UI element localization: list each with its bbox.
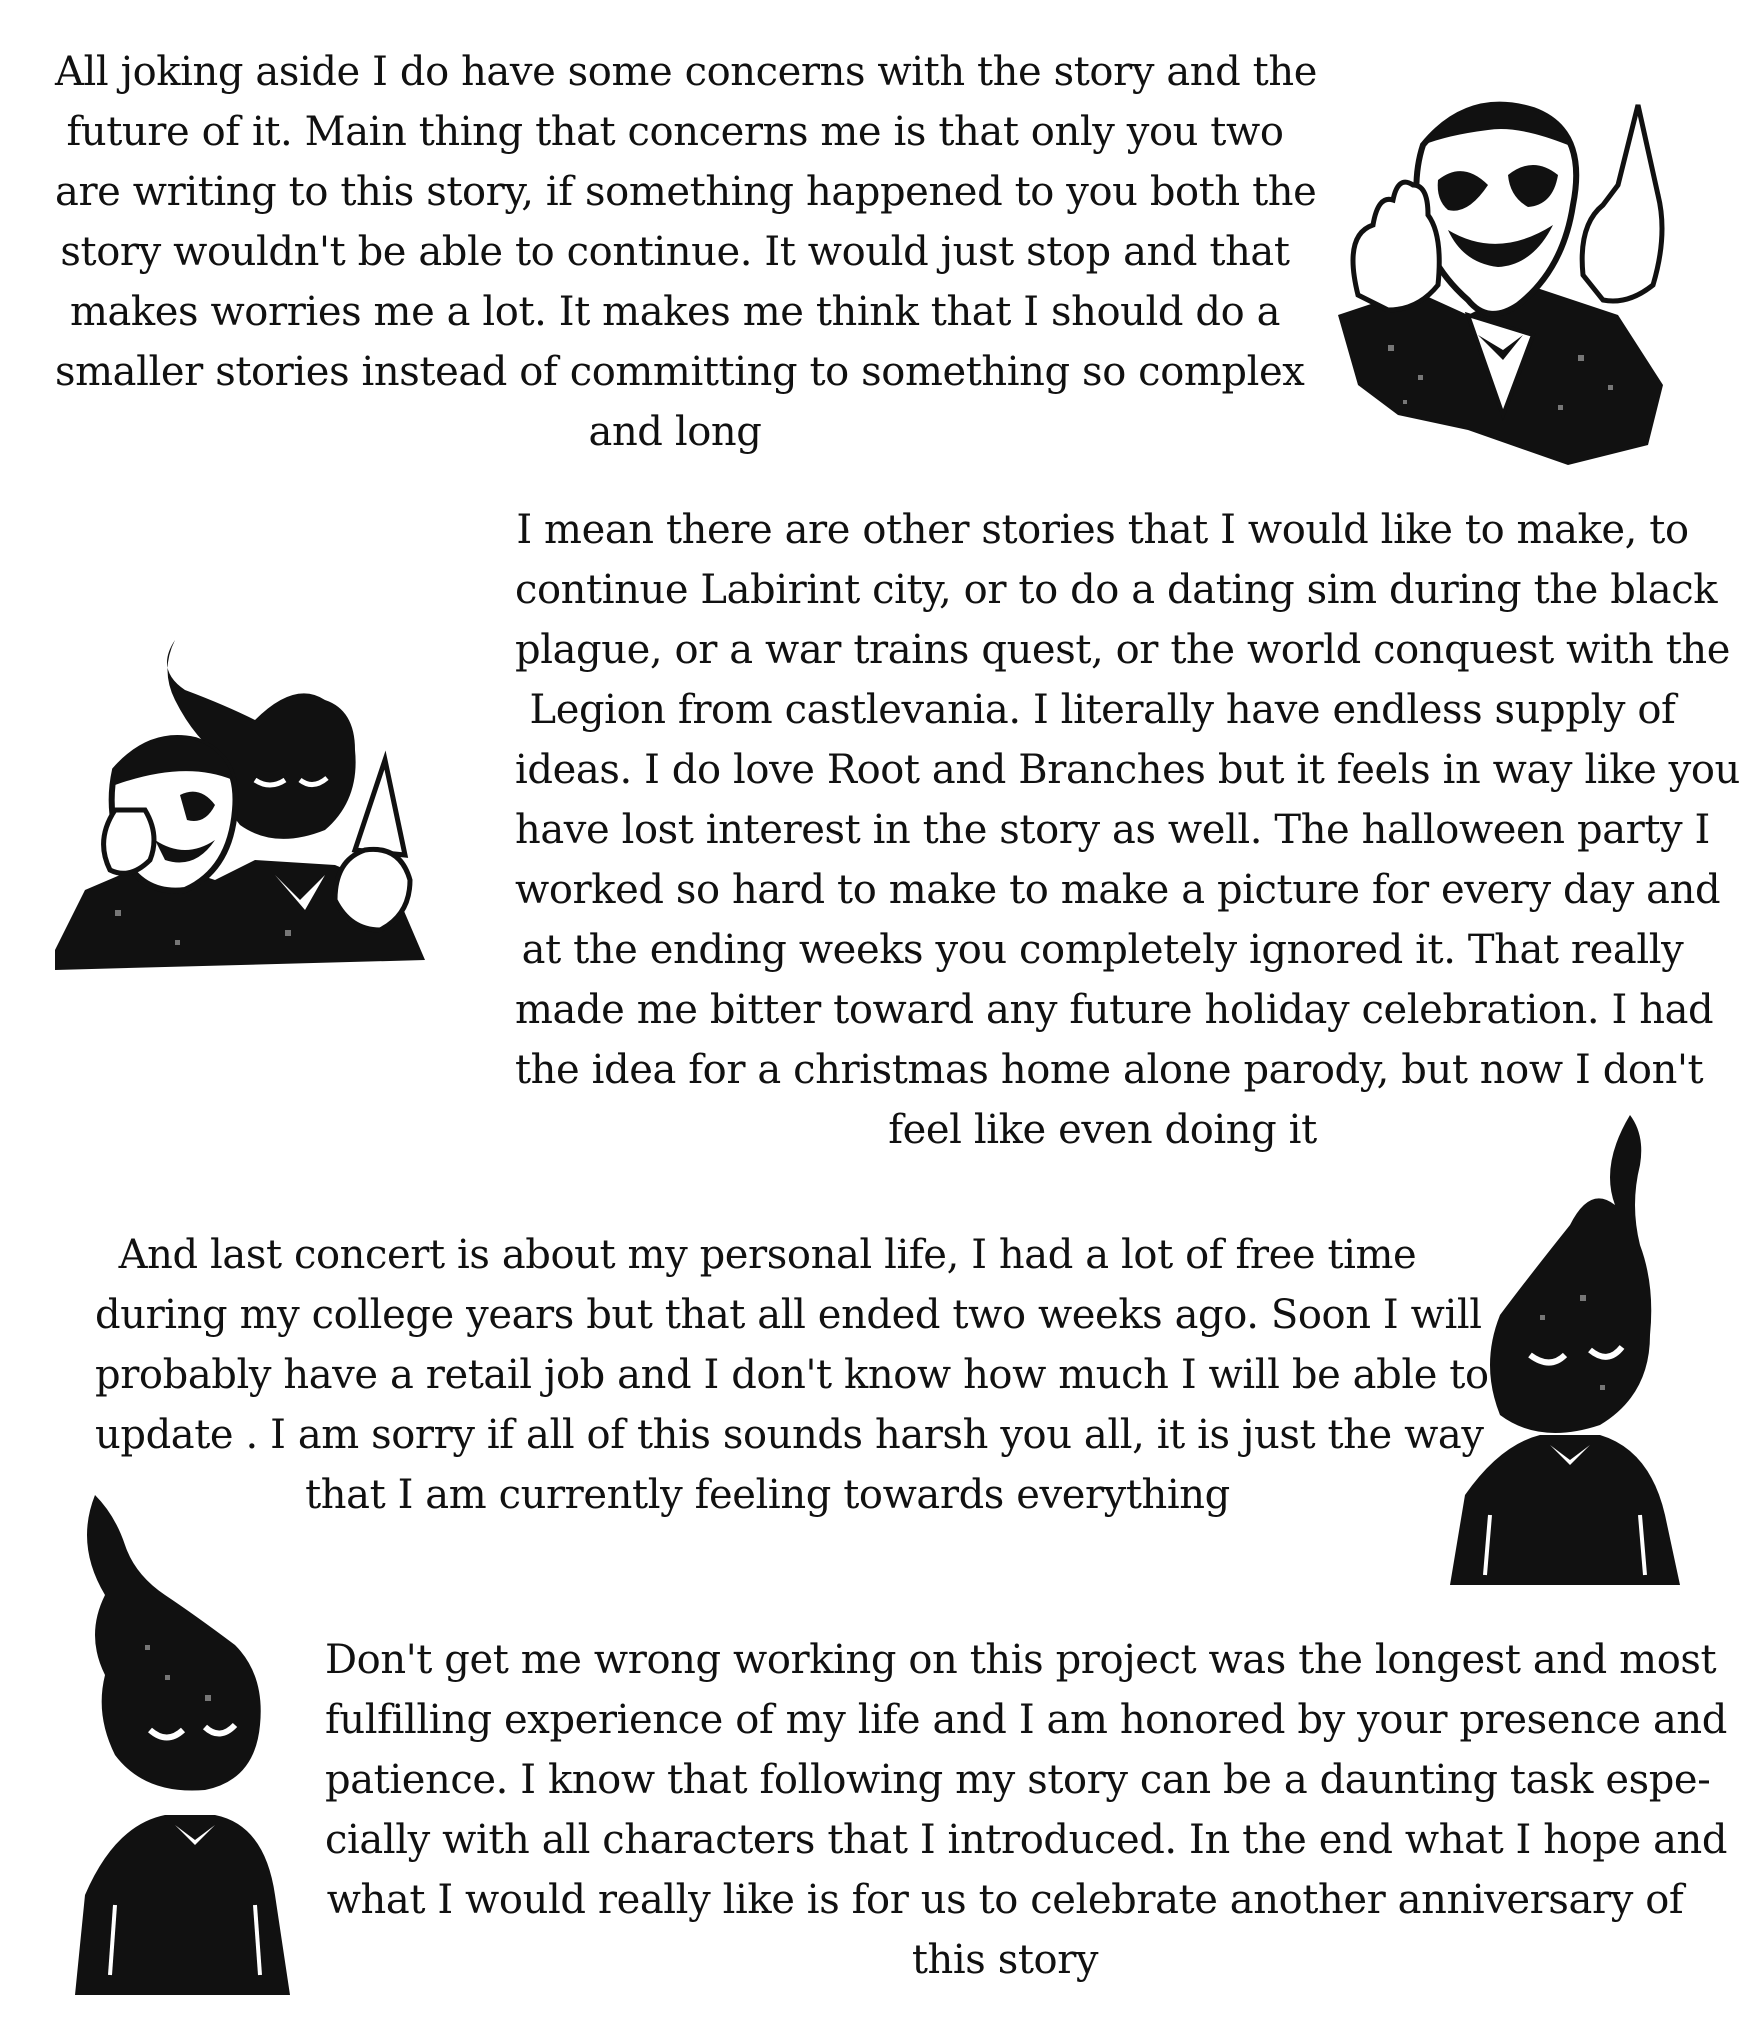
text-line: made me bitter toward any future holiday celebration. I had <box>515 987 1714 1033</box>
paragraph-personal-life <box>95 1225 1489 1525</box>
text-line: smaller stories instead of committing to something so complex <box>55 349 1305 395</box>
text-line: and long <box>588 409 762 455</box>
text-line: Legion from castlevania. I literally have endless supply of <box>529 687 1676 733</box>
text-line: update . I am sorry if all of this sounds harsh you all, it is just the way <box>95 1412 1484 1458</box>
text-line: makes worries me a lot. It makes me think that I should do a <box>69 289 1281 335</box>
text-line: cially with all characters that I introduced. In the end what I hope and <box>325 1817 1728 1863</box>
paragraph-other-stories <box>515 500 1740 1160</box>
text-line: at the ending weeks you completely ignored it. That really <box>521 927 1684 973</box>
flame-figure-right-illustration <box>1440 1115 1690 1585</box>
text-line: story wouldn't be able to continue. It would just stop and that <box>60 229 1290 275</box>
text-line: during my college years but that all ended two weeks ago. Soon I will <box>95 1292 1482 1338</box>
text-line: I mean there are other stories that I would like to make, to <box>516 507 1689 553</box>
text-line: this story <box>911 1937 1099 1983</box>
flame-figure-left-illustration <box>55 1495 315 1995</box>
masked-figure-illustration <box>1318 85 1678 465</box>
text-line: plague, or a war trains quest, or the world conquest with the <box>515 627 1731 673</box>
text-line: what I would really like is for us to celebrate another anniversary of <box>326 1877 1684 1923</box>
text-line: have lost interest in the story as well. The halloween party I <box>515 807 1710 853</box>
paragraph-closing <box>325 1630 1728 1990</box>
masked-and-flame-figures-illustration <box>55 610 495 970</box>
text-line: patience. I know that following my story can be a daunting task espe- <box>325 1757 1711 1803</box>
text-line: ideas. I do love Root and Branches but it feels in way like you <box>515 747 1740 793</box>
text-line: future of it. Main thing that concerns me is that only you two <box>66 109 1284 155</box>
text-line: worked so hard to make to make a picture for every day and <box>515 867 1721 913</box>
paragraph-concerns <box>55 42 1317 462</box>
text-line: are writing to this story, if something happened to you both the <box>55 169 1317 215</box>
text-line: continue Labirint city, or to do a dating sim during the black <box>515 567 1718 613</box>
text-line: And last concert is about my personal life, I had a lot of free time <box>118 1232 1417 1278</box>
text-line: feel like even doing it <box>888 1107 1317 1153</box>
text-line: the idea for a christmas home alone parody, but now I don't <box>515 1047 1704 1093</box>
text-line: All joking aside I do have some concerns with the story and the <box>55 49 1317 95</box>
text-line: Don't get me wrong working on this project was the longest and most <box>325 1637 1717 1683</box>
text-line: probably have a retail job and I don't know how much I will be able to <box>95 1352 1489 1398</box>
text-line: fulfilling experience of my life and I am honored by your presence and <box>325 1697 1727 1743</box>
text-line: that I am currently feeling towards everything <box>305 1472 1230 1518</box>
